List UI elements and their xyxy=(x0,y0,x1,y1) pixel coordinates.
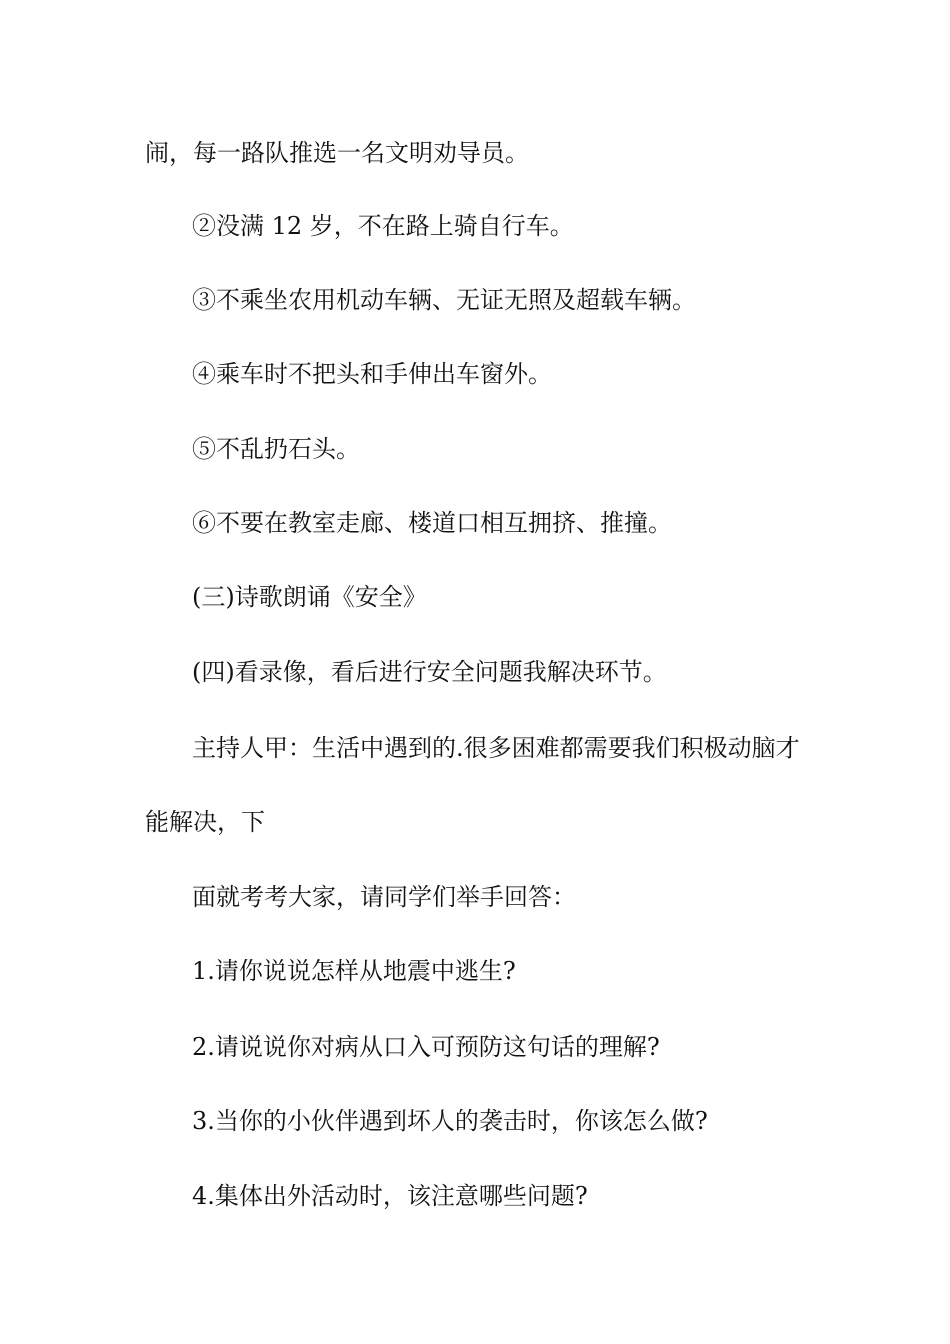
question-1: 1.请你说说怎样从地震中逃生? xyxy=(192,957,516,985)
section-heading-3: (三)诗歌朗诵《安全》 xyxy=(192,583,427,611)
rule-item-3: ③不乘坐农用机动车辆、无证无照及超载车辆。 xyxy=(192,286,696,314)
rule-item-4: ④乘车时不把头和手伸出车窗外。 xyxy=(192,360,552,388)
rule-item-6: ⑥不要在教室走廊、楼道口相互拥挤、推撞。 xyxy=(192,509,672,537)
paragraph-line-1: 闹，每一路队推选一名文明劝导员。 xyxy=(145,139,529,167)
rule-item-5: ⑤不乱扔石头。 xyxy=(192,435,360,463)
question-2: 2.请说说你对病从口入可预防这句话的理解? xyxy=(192,1033,660,1061)
question-4: 4.集体出外活动时，该注意哪些问题? xyxy=(192,1182,588,1210)
question-3: 3.当你的小伙伴遇到坏人的袭击时，你该怎么做? xyxy=(192,1107,708,1135)
section-heading-4: (四)看录像，看后进行安全问题我解决环节。 xyxy=(192,658,667,686)
rule-item-2: ②没满 12 岁，不在路上骑自行车。 xyxy=(192,212,574,240)
host-speech-line-1: 主持人甲：生活中遇到的.很多困难都需要我们积极动脑才 xyxy=(192,734,800,762)
host-speech-line-3: 面就考考大家，请同学们举手回答： xyxy=(192,883,576,911)
host-speech-line-2: 能解决，下 xyxy=(145,808,265,836)
